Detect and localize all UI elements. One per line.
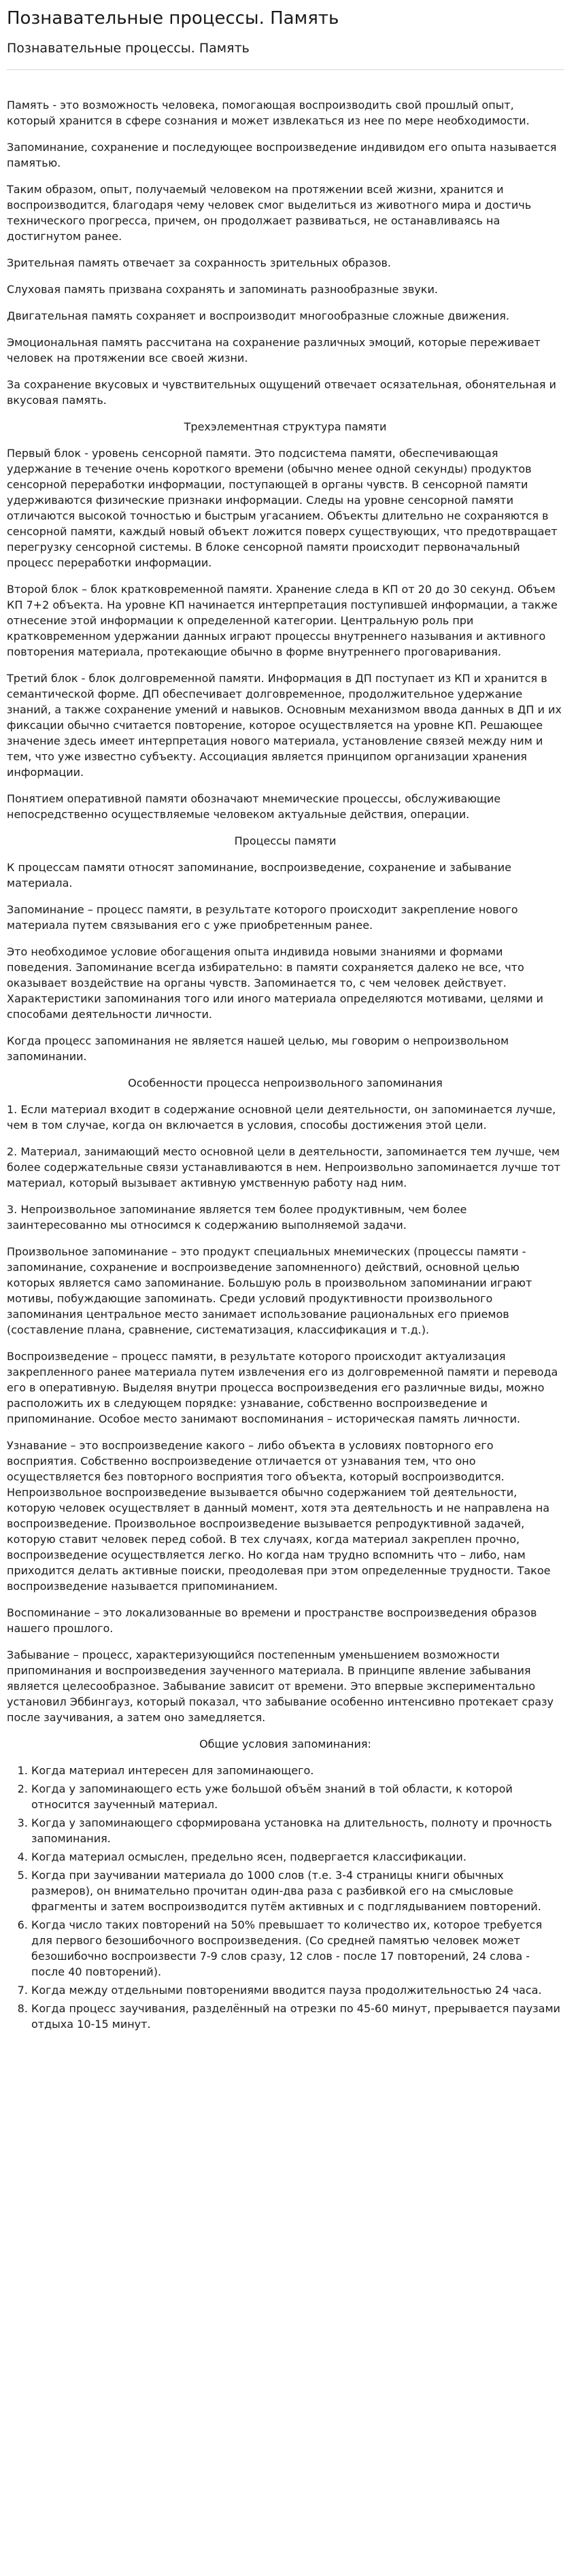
paragraph-memorization: Запоминание – процесс памяти, в результате которого происходит закрепление нового материала путем связывания его с уже приобретенным ранее. [7, 903, 518, 932]
list-item: 3. Когда у запоминающего сформирована установка на длительность, полноту и прочность запоминания. [31, 1815, 564, 1846]
heading-memory-processes: Процессы памяти [234, 834, 337, 847]
paragraph-selective-memorization: Это необходимое условие обогащения опыта индивида новыми знаниями и формами поведения. Запоминание всегда избирательно: в памяти сохраняется далеко не все, что оказывает воздействие на органы чувств. Запоминается то, с чем человек действует. Характеристики запоминания того или иного материала определяются мотивами, целями и способами деятельности личности. [7, 945, 543, 1021]
paragraph-block-short-term: Второй блок – блок кратковременной памяти. Хранение следа в КП от 20 до 30 секунд. Объем КП 7+2 объекта. На уровне КП начинается интерпретация поступившей информации, а также отнесение этой информации к определенной категории. Центральную роль при кратковременном удержании данных играют процессы внутреннего называния и активного повторения материала, протекающие обычно в форме внутреннего проговаривания. [7, 583, 558, 658]
page-subtitle: Познавательные процессы. Память [7, 41, 250, 56]
paragraph-forgetting: Забывание – процесс, характеризующийся постепенным уменьшением возможности припоминания и воспроизведения заученного материала. В принципе явление забывания является целесообразное. Забывание зависит от времени. Это впервые экспериментально установил Эббингауз, который показал, что забывание особенно интенсивно протекает сразу после заучивания, а затем оно замедляется. [7, 1648, 554, 1724]
paragraph-feature-3: 3. Непроизвольное запоминание является тем более продуктивным, чем более заинтересованно мы относимся к содержанию выполняемой задачи. [7, 1203, 467, 1232]
paragraph-involuntary-memorization: Когда процесс запоминания не является нашей целью, мы говорим о непроизвольном запоминании. [7, 1034, 509, 1063]
paragraph-reproduction: Воспроизведение – процесс памяти, в результате которого происходит актуализация закрепленного ранее материала путем извлечения его из долговременной памяти и перевода его в оперативную. Выделяя внутри процесса воспроизведения его различные виды, можно расположить их в следующем порядке: узнавание, собственно воспроизведение и припоминание. Особое место занимают воспоминания – историческая память личности. [7, 1350, 558, 1425]
paragraph-block-sensory: Первый блок - уровень сенсорной памяти. Это подсистема памяти, обеспечивающая удержание в течение очень короткого времени (обычно менее одной секунды) продуктов сенсорной переработки информации, поступающей в органы чувств. В сенсорной памяти удерживаются физические признаки информации. Следы на уровне сенсорной памяти отличаются высокой точностью и быстрым угасанием. Объекты длительно не сохраняются в сенсорной памяти, каждый новый объект ложится поверх существующих, что предотвращает перегрузку сенсорной системы. В блоке сенсорной памяти происходит первоначальный процесс переработки информации. [7, 447, 558, 569]
title-divider [7, 69, 564, 70]
paragraph-feature-1: 1. Если материал входит в содержание основной цели деятельности, он запоминается лучше, чем в том случае, когда он включается в условия, способы достижения этой цели. [7, 1103, 556, 1132]
conditions-list [7, 1763, 564, 2032]
list-item: 4. Когда материал осмыслен, предельно ясен, подвергается классификации. [31, 1849, 564, 1865]
list-item: 6. Когда число таких повторений на 50% превышает то количество их, которое требуется для первого безошибочного воспроизведения. (Со средней памятью человек может безошибочно воспроизвести 7-9 слов сразу, 12 слов - после 17 повторений, 24 слова - после 40 повторений). [31, 1917, 564, 1980]
list-item: 5. Когда при заучивании материала до 1000 слов (т.е. 3-4 страницы книги обычных размеров), он внимательно прочитан один-два раза с разбивкой его на смысловые фрагменты и затем воспроизводится путём активных и с подглядыванием повторений. [31, 1867, 564, 1914]
paragraph-processes-list: К процессам памяти относят запоминание, воспроизведение, сохранение и забывание материала. [7, 861, 511, 889]
heading-involuntary-features: Особенности процесса непроизвольного запоминания [128, 1077, 443, 1089]
paragraph-memory-definition: Память - это возможность человека, помогающая воспроизводить свой прошлый опыт, который хранится в сфере сознания и может извлекаться из нее по мере необходимости. [7, 99, 530, 127]
paragraph-emotional-memory: Эмоциональная память рассчитана на сохранение различных эмоций, которые переживает человек на протяжении все своей жизни. [7, 336, 541, 365]
paragraph-feature-2: 2. Материал, занимающий место основной цели в деятельности, запоминается тем лучше, чем более содержательные связи устанавливаются в нем. Непроизвольно запоминается лучше тот материал, который вызывает активную умственную работу над ним. [7, 1145, 561, 1189]
page-title: Познавательные процессы. Память [7, 8, 339, 29]
list-item: 7. Когда между отдельными повторениями вводится пауза продолжительностью 24 часа. [31, 1982, 564, 1998]
paragraph-voluntary-memorization: Произвольное запоминание – это продукт специальных мнемических (процессы памяти - запоминание, сохранение и воспроизведение запомненного) действий, основной целью которых является само запоминание. Большую роль в произвольном запоминании играют мотивы, побуждающие запоминать. Среди условий продуктивности произвольного запоминания центральное место занимает использование рациональных его приемов (составление плана, сравнение, систематизация, классификация и т.д.). [7, 1245, 532, 1336]
paragraph-experience: Таким образом, опыт, получаемый человеком на протяжении всей жизни, хранится и воспроизводится, благодаря чему человек смог выделиться из животного мира и достичь технического прогресса, причем, он продолжает развиваться, не останавливаясь на достигнутом ранее. [7, 183, 532, 243]
paragraph-motor-memory: Двигательная память сохраняет и воспроизводит многообразные сложные движения. [7, 309, 510, 322]
paragraph-working-memory: Понятием оперативной памяти обозначают мнемические процессы, обслуживающие непосредственно осуществляемые человеком актуальные действия, операции. [7, 792, 501, 821]
paragraph-auditory-memory: Слуховая память призвана сохранять и запоминать разнообразные звуки. [7, 283, 438, 296]
list-item: 8. Когда процесс заучивания, разделённый на отрезки по 45-60 минут, прерывается паузами отдыха 10-15 минут. [31, 2001, 564, 2032]
paragraph-memory-summary: Запоминание, сохранение и последующее воспроизведение индивидом его опыта называется памятью. [7, 141, 557, 169]
paragraph-block-long-term: Третий блок - блок долговременной памяти. Информация в ДП поступает из КП и хранится в семантической форме. ДП обеспечивает долговременное, продолжительное удержание знаний, а также сохранение умений и навыков. Основным механизмом ввода данных в ДП и их фиксации обычно считается повторение, которое осуществляется на уровне КП. Решающее значение здесь имеет интерпретация нового материала, установление связей между ним и тем, что уже известно субъекту. Ассоциация является принципом организации хранения информации. [7, 672, 562, 779]
list-item: 1. Когда материал интересен для запоминающего. [31, 1763, 564, 1778]
paragraph-recollection: Воспоминание – это локализованные во времени и пространстве воспроизведения образов нашего прошлого. [7, 1606, 537, 1635]
paragraph-recognition: Узнавание – это воспроизведение какого – либо объекта в условиях повторного его восприятия. Собственно воспроизведение отличается от узнавания тем, что оно осуществляется без повторного восприятия того объекта, который воспроизводится. Непроизвольное воспроизведение вызывается обычно содержанием той деятельности, которую человек осуществляет в данный момент, хотя эта деятельность и не направлена на воспроизведение. Произвольное воспроизведение вызывается репродуктивной задачей, которую ставит человек перед собой. В тех случаях, когда материал закреплен прочно, воспроизведение осуществляется легко. Но когда нам трудно вспомнить что – либо, нам приходится делать активные поиски, преодолевая при этом определенные трудности. Такое воспроизведение называется припоминанием. [7, 1439, 551, 1593]
paragraph-visual-memory: Зрительная память отвечает за сохранность зрительных образов. [7, 256, 392, 269]
paragraph-sensory-memory-types: За сохранение вкусовых и чувствительных ощущений отвечает осязательная, обонятельная и вкусовая память. [7, 378, 556, 407]
list-item: 2. Когда у запоминающего есть уже большой объём знаний в той области, к которой относится заученный материал. [31, 1781, 564, 1812]
heading-memory-structure: Трехэлементная структура памяти [184, 420, 387, 433]
heading-conditions: Общие условия запоминания: [199, 1738, 371, 1750]
